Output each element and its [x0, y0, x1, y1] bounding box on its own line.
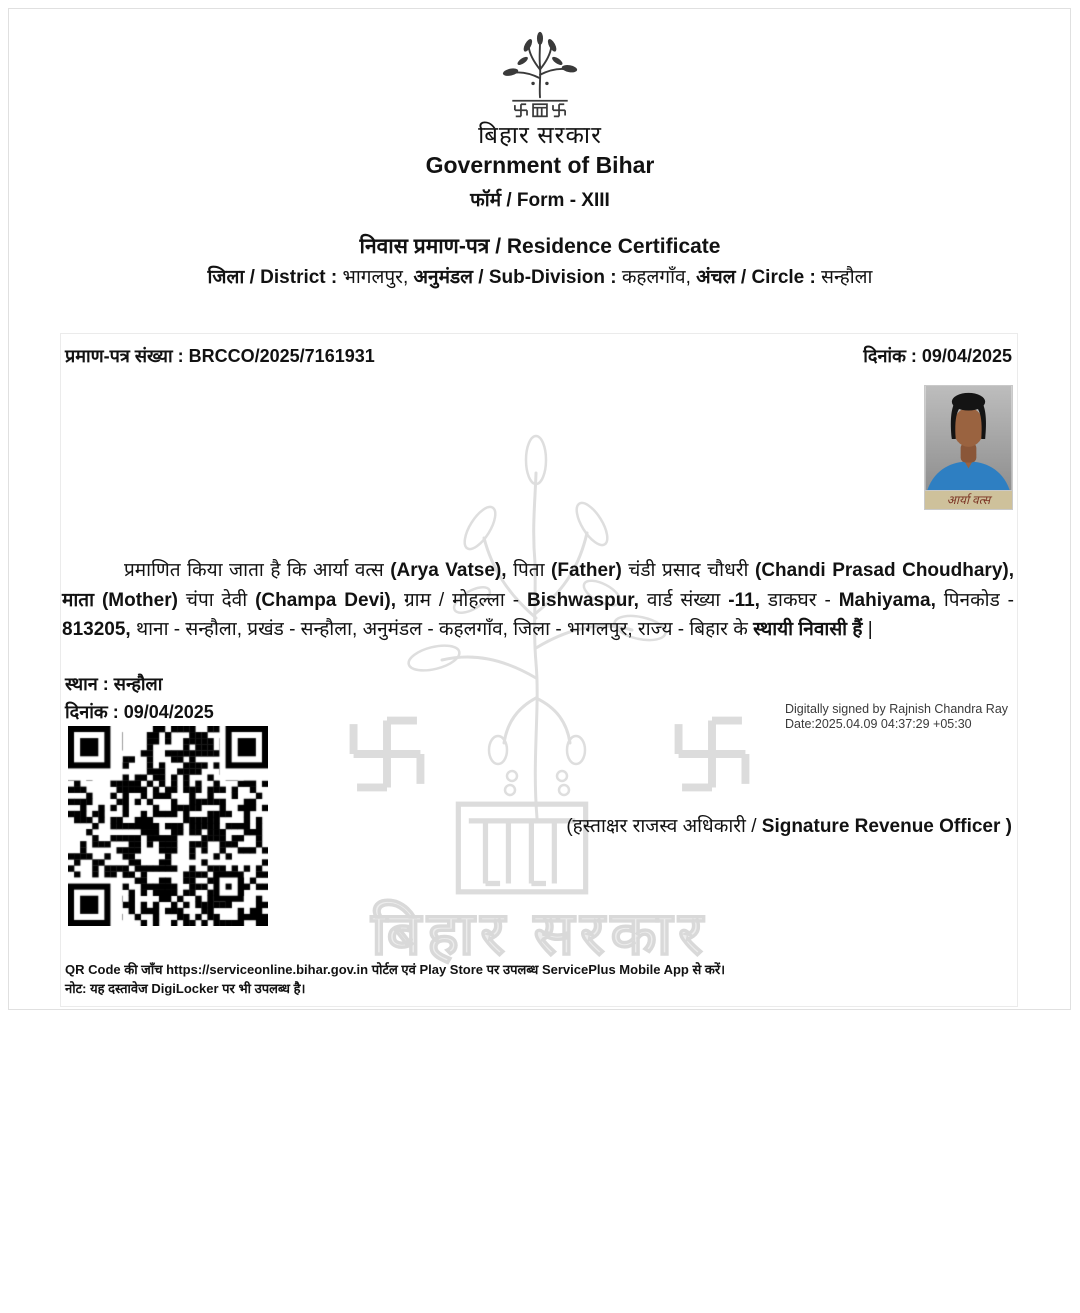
applicant-portrait-image [924, 385, 1013, 491]
digital-signature-line2: Date:2025.04.09 04:37:29 +05:30 [785, 717, 972, 731]
certificate-body: प्रमाणित किया जाता है कि आर्या वत्स (Arya Vatse), पिता (Father) चंडी प्रसाद चौधरी (Chandi Prasad Choudhary), माता (Mother) चंपा देवी (Champa Devi), ग्राम / मोहल्ला - Bishwaspur, वार्ड संख्या -11, डाकघर - Mahiyama, पिनकोड - 813205, थाना - सन्हौला, प्रखंड - सन्हौला, अनुमंडल - कहलगाँव, जिला - भागलपुर, राज्य - बिहार के स्थायी निवासी हैं | [62, 560, 1014, 640]
qr-code [68, 726, 268, 926]
org-name-english: Government of Bihar [425, 152, 655, 178]
footer-note-qr-verification: QR Code की जाँच https://serviceonline.bihar.gov.in पोर्टल एवं Play Store पर उपलब्ध ServicePlus Mobile App से करें। [65, 962, 726, 977]
issue-date: दिनांक : 09/04/2025 [863, 346, 1012, 366]
form-number-line: फॉर्म / Form - XIII [470, 190, 610, 211]
applicant-photo [924, 385, 1013, 510]
district-subdivision-circle-line: जिला / District : भागलपुर, अनुमंडल / Sub-Division : कहलगाँव, अंचल / Circle : सन्हौला [207, 267, 873, 288]
digital-signature-line1: Digitally signed by Rajnish Chandra Ray [785, 702, 1009, 716]
org-name-hindi: बिहार सरकार [478, 122, 602, 149]
bihar-emblem-icon [488, 28, 592, 125]
footer-note-digilocker: नोट: यह दस्तावेज DigiLocker पर भी उपलब्ध है। [65, 981, 306, 996]
revenue-officer-signature-line: (हस्ताक्षर राजस्व अधिकारी / Signature Revenue Officer ) [566, 816, 1012, 837]
certificate-title: निवास प्रमाण-पत्र / Residence Certificate [359, 235, 721, 258]
signing-date-line: दिनांक : 09/04/2025 [65, 702, 214, 722]
certificate-number: प्रमाण-पत्र संख्या : BRCCO/2025/7161931 [65, 346, 375, 366]
certificate-meta-row [65, 344, 1012, 368]
place-line: स्थान : सन्हौला [65, 674, 163, 694]
photo-signature-strip: आर्या वत्स [924, 491, 1013, 510]
digital-signature-info [785, 702, 1020, 732]
watermark-text: बिहार सरकार [371, 900, 709, 967]
